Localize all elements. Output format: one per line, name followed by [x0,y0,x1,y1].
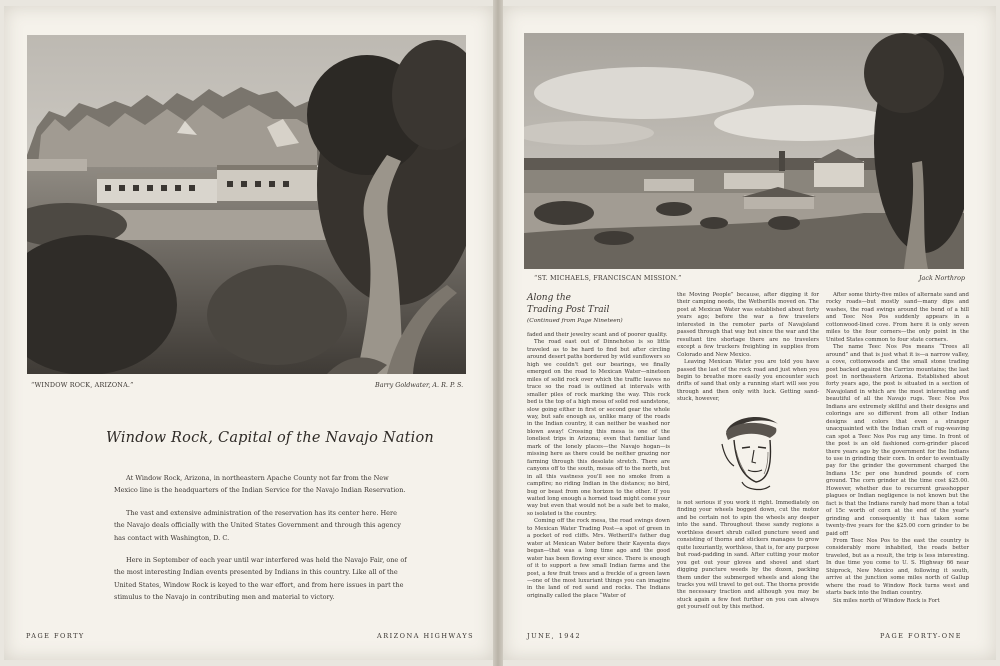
right-column-2-bottom [677,500,819,632]
article-title: Window Rock, Capital of the Navajo Nation [106,430,434,446]
col3-paragraph: From Teec Nos Pos to the east the country is considerably more inhabited, the roads better traveled, but as a result, the trip is less interesting. In due time you come to U. S. Highway 66 near Shiprock, New Mexico and, following it south, arrive at the junction some miles north of Gallup where the road to Window Rock turns west and starts back into the Indian country. [826,537,969,597]
gutter [493,0,503,666]
col1-paragraph: Coming off the rock mesa, the road swings down to Mexican Water Trading Post—a spot of green in a pocket of red cliffs. Mrs. Wetherill's father dug water at Mexican Water before their Kayenta days began—that was a long time ago and the good water has been flowing ever since. There is enough of it to support a few small Indian farms and the post, a few fruit trees and a freckle of a green lawn—one of the most luxuriant things you can imagine in the land of red sand and rocks. The Indians originally called the place “Water of [527,518,670,599]
article-heading-line2: Trading Post Trail [527,305,610,315]
right-column-1 [527,332,670,632]
navajo-portrait-sketch-drawing [712,410,794,494]
st-michaels-photo [524,33,964,269]
col1-paragraph: faded and their jewelry scant and of poorer quality. [527,332,668,338]
left-paragraph: Here in September of each year until war interfered was held the Navajo Fair, one of the most interesting Indian events presented by Indians in this country. Like all of the United States, Window Rock is keyed to the war effort, and from here issues in part the stimulus to the Navajo in contributing men and material to victory. [114,556,407,602]
continued-note: (Continued from Page Nineteen) [527,318,623,324]
left-paragraph: At Window Rock, Arizona, in northeastern Apache County not far from the New Mexico line is the headquarters of the Indian Service for the Navajo Indian Reservation. [114,474,406,495]
col1-paragraph: The road east out of Dinnehotso is so little traveled as to be hard to find but after circling around desert paths bordered by wild sunflowers so high we couldn't get our bearings, we finally emerged on the road to Mexican Water—nineteen miles of solid rock over which the traffic leaves no trace so the road is outlined at intervals with smaller piles of rock marking the way. This rock bed is the top of a high mesa of solid red sandstone, slow going either in first or second gear the whole way, but safe enough as, unlike many of the roads in the Indian country, it can neither be washed nor blown away! Crossing this mesa is one of the loneliest trips in Arizona; even that familiar land mark of the lonely places—the Navajo hogan—is missing here as there could be neither grazing nor farming through this desolate stretch. There are canyons off to the south, mesas off to the north, but in all this vastness you'll see no smoke from a campfire; no riding Indian in the distance; no bird, bug or beast from one horizon to the other. If you waited long enough a horned toad might come your way but even that would not be a safe bet to make, so isolated is the country. [527,339,670,517]
window-rock-photo [27,35,466,374]
st-michaels-photo-illustration [524,33,964,269]
left-folio-magazine: ARIZONA HIGHWAYS [377,632,475,640]
col3-paragraph: Six miles north of Window Rock is Fort [833,597,940,604]
col2-paragraph: the Moving People” because, after digging it for their camping needs, the Wetherills moved on. The post at Mexican Water was established about forty years ago; before the war a few travelers interested in the remoter parts of Navajoland passed through that way but since the war and the resultant tire shortage there are no travelers except a few truckers freighting in supplies from Colorado and New Mexico. [677,292,819,358]
navajo-portrait-sketch [712,410,794,494]
right-column-3 [826,292,969,632]
window-rock-photo-illustration [27,35,466,374]
right-column-2-top [677,292,819,410]
left-paragraph: The vast and extensive administration of the reservation has its center here. Here the Navajo deals officially with the United States Government and through this agency has contact with Washington, D. C. [114,508,401,542]
window-rock-caption: “WINDOW ROCK, ARIZONA.” [31,381,134,389]
right-folio-page: PAGE FORTY-ONE [880,632,962,640]
left-folio-page: PAGE FORTY [26,632,85,640]
left-article-body [114,472,408,614]
article-heading [527,292,609,316]
st-michaels-credit: Jack Northrop [919,274,966,282]
right-folio-date: JUNE, 1942 [527,632,582,640]
article-heading-line1: Along the [527,293,571,303]
window-rock-credit: Barry Goldwater, A. R. P. S. [375,381,464,389]
st-michaels-caption: “ST. MICHAELS, FRANCISCAN MISSION.” [534,274,682,282]
col2-paragraph: Leaving Mexican Water you are told you have passed the last of the rock road and just when you begin to breathe more easily you encounter such drifts of sand that only a running start will see you through and then only with luck. Getting sand-stuck, however, [677,359,819,403]
col2-paragraph: is not serious if you work it right. Immediately on finding your wheels bogged down, cut the motor and be certain not to spin the wheels any deeper into the sand. Throughout these sandy regions a worthless desert shrub called puncture weed and consisting of thorns and stickers manages to grow quite luxuriantly, worthless, that is, for any purpose but road-padding in sand. After cutting your motor you get out your gloves and shovel and start digging puncture weeds by the dozen, packing them under the submerged wheels and along the tracks you will travel to get out. The thorns provide the necessary traction and although you may be stuck again a few feet further on you can always get yourself out by this method. [677,500,819,611]
col3-paragraph: After some thirty-five miles of alternate sand and rocky roads—but mostly sand—many dips and washes, the road swings around the bend of a hill and Teec Nos Pos suddenly appears in a cottonwood-lined cove. From here it is only seven miles to the four corners—the only point in the United States common to four state corners. [826,292,969,343]
col3-paragraph: The name Teec Nos Pos means “Trees all around” and that is just what it is—a narrow valley, a cove, cottonwoods and the small stone trading post backed against the Carrizo mountains; the last post in northeastern Arizona. Established about forty years ago, the post is situated in a section of Navajoland in which are the most interesting and beautiful of all the Navajo rugs. Teec Nos Pos Indians are extremely skillful and their designs and colorings are so different from all other Indian designs and colors that even a stranger unacquainted with the Indian craft of rug-weaving can spot a Teec Nos Pos rug any time. In front of the post is an old fashioned corn-grinder placed there years ago by the government for the Indians to use in grinding their corn. In order to eventually pay for the grinder the government charged the Indians 15c per one hundred pounds of corn ground. The corn grinder at the time cost $25.00. However, whether due to recurrent grasshopper plagues or Indian negligence is not known but the fact is that the Indians rarely had more than a total of 15c worth of corn at the end of the year's grinding and consequently it has taken some twenty-five years for the $25.00 corn grinder to be paid off! [826,344,969,537]
